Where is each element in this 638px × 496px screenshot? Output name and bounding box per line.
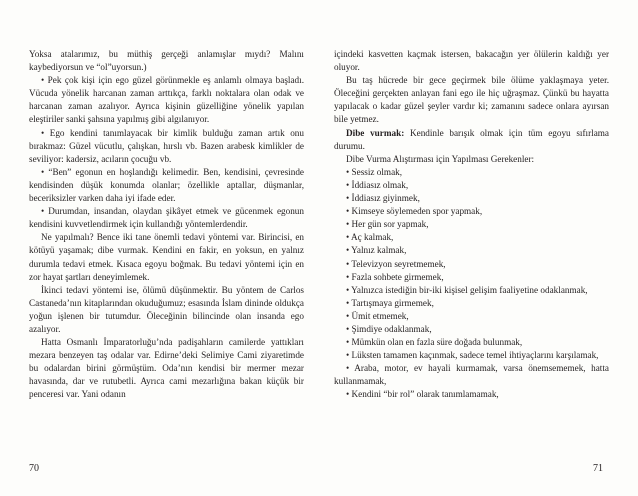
list-item: • Sessiz olmak, (346, 166, 403, 177)
bullet-paragraph: • Durumdan, insandan, olaydan şikâyet etmek ve gücenmek egonun kendisini kuvvetlendirmek için kullandığı yöntemlerdendir. (29, 206, 304, 230)
list-item: • Fazla sohbete girmemek, (346, 271, 444, 282)
list-item: • Yalnız kalmak, (346, 245, 407, 256)
list-item: • Televizyon seyretmemek, (346, 258, 446, 269)
list-item: • Araba, motor, ev hayali kurmamak, varsa önemsememek, hatta kullanmamak, (334, 363, 609, 387)
list-item: • Kendini “bir rol” olarak tanımlamamak, (346, 389, 499, 400)
paragraph: Ne yapılmalı? Bence iki tane önemli tedavi yöntemi var. Birincisi, en kötüyü yaşamak; dibe vurmak. Kendini en fakir, en yoksun, en yalnız durumla tedavi etmek. Kısaca egoyu boğmak. Bu tedavi yöntemi için en zor hayat şartları deneyimlemek. (29, 232, 304, 282)
list-item: • Tartışmaya girmemek, (346, 297, 434, 308)
definition-text: Kendinle barışık olmak için tüm egoyu sıfırlama durumu. (334, 127, 610, 151)
paragraph: İkinci tedavi yöntemi ise, ölümü düşünmektir. Bu yöntem de Carlos Castaneda’nın kitaplarından okuduğumuz; esasında İslam dininde oldukça yoğun işlenen bir tutumdur. Öleceğinin bilincinde olan insanda ego azalıyor. (29, 284, 304, 334)
bullet-paragraph: • Ego kendini tanımlayacak bir kimlik bulduğu zaman artık onu bırakmaz: Güzel vücutlu, çalışkan, hırslı vb. Bazen arabesk kimlikler de seviliyor: kadersiz, acıların çocuğu vb. (29, 127, 304, 164)
left-page (29, 48, 304, 402)
page-number-right: 71 (593, 463, 603, 474)
bullet-paragraph: • “Ben” egonun en hoşlandığı kelimedir. Ben, kendisini, çevresinde kendisinden düşük konumda olanlar; özellikle aptallar, düşmanlar, beceriksizler varken daha iyi ifade eder. (29, 166, 304, 204)
list-item: • Mümkün olan en fazla süre doğada bulunmak, (346, 337, 523, 348)
list-heading: Dibe Vurma Alıştırması için Yapılması Gerekenler: (346, 153, 535, 164)
list-item: • Lüksten tamamen kaçınmak, sadece temel ihtiyaçlarını karşılamak, (346, 350, 599, 361)
definition-paragraph (334, 127, 609, 153)
paragraph: içindeki kasvetten kaçmak istersen, bakacağın yer ölülerin kaldığı yer oluyor. (334, 49, 609, 73)
list-item: • Şimdiye odaklanmak, (346, 323, 432, 334)
list-item: • İddiasız olmak, (346, 179, 409, 190)
page-number-left: 70 (29, 463, 39, 474)
list-item: • Aç kalmak, (346, 232, 394, 243)
list-item: • Yalnızca istediğin bir-iki kişisel gelişim faaliyetine odaklanmak, (346, 284, 588, 295)
right-page (334, 48, 609, 402)
exercise-list (334, 166, 609, 402)
definition-term: Dibe vurmak: (346, 127, 405, 138)
list-item: • Her gün sor yapmak, (346, 219, 429, 230)
paragraph: Yoksa atalarımız, bu müthiş gerçeği anlamışlar mıydı? Malını kaybediyorsun ve “ol”uyorsun.) (29, 49, 304, 73)
list-item: • İddiasız giyinmek, (346, 193, 420, 204)
list-item: • Ümit etmemek, (346, 310, 409, 321)
paragraph: Bu taş hücrede bir gece geçirmek bile ölüme yaklaşmaya yeter. Öleceğini gerçekten anlayan fani ego ile hiç uğraşmaz. Çünkü bu hayatta yapılacak o kadar güzel şeyler vardır ki; zamanını sadece onlara ayırsan bile yetmez. (334, 75, 609, 125)
bullet-paragraph: • Pek çok kişi için ego güzel görünmekle eş anlamlı olmaya başladı. Vücuda yönelik harcanan zaman arttıkça, farklı noktalara olan odak ve harcanan zaman azalıyor. Ayrıca kişinin güzelliğine yönelik yapılan eleştiriler sanki şahsına yapılmış gibi algılanıyor. (29, 75, 304, 125)
list-item: • Kimseye söylemeden spor yapmak, (346, 206, 483, 217)
paragraph: Hatta Osmanlı İmparatorluğu’nda padişahların camilerde yattıkları mezara benzeyen taş odalar var. Edirne’deki Selimiye Cami ziyaretimde bu odalardan birini görmüştüm. Oda’nın kendisi bir mermer mezar havasında, dar ve rutubetli. Ayrıca cami mezarlığına bakan küçük bir penceresi var. Yani odanın (29, 337, 304, 400)
